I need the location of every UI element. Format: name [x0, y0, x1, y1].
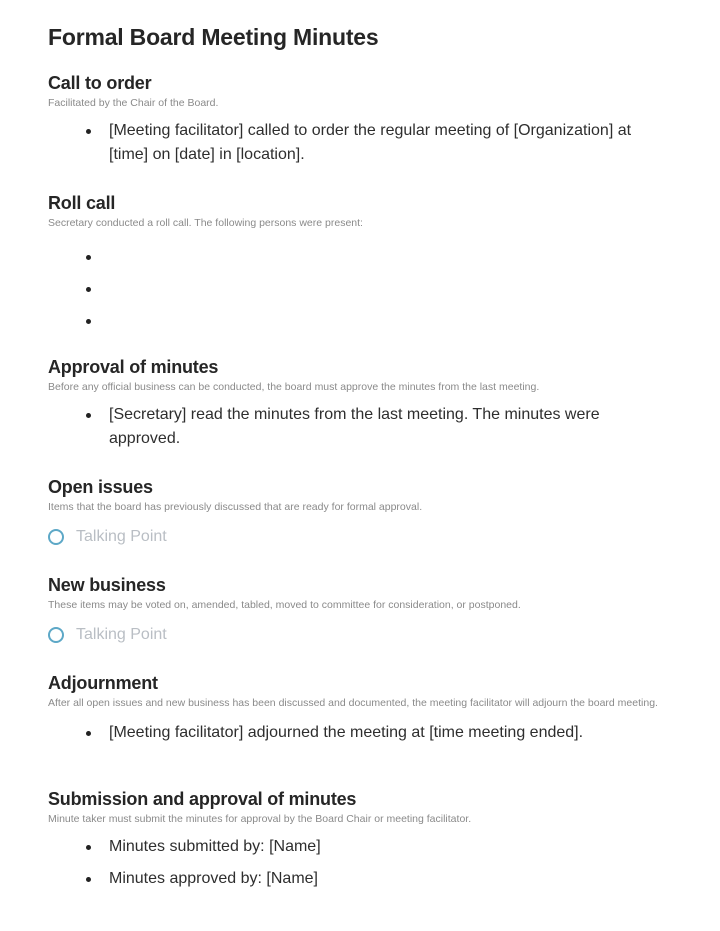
section-description: Items that the board has previously discussed that are ready for formal approval.	[48, 501, 423, 513]
list-item-text: [Meeting facilitator] called to order the regular meeting of [Organization] at [time] on [date] in [location].	[109, 122, 632, 163]
bullet-list	[48, 119, 698, 167]
section-heading: Open issues	[48, 477, 153, 497]
section-heading: Adjournment	[48, 673, 158, 693]
section-approval-of-minutes	[48, 356, 698, 451]
circle-checkbox-icon[interactable]	[48, 529, 64, 545]
section-roll-call	[48, 192, 698, 341]
talking-point-label[interactable]: Talking Point	[76, 626, 167, 643]
section-new-business	[48, 574, 698, 647]
bullet-icon	[86, 413, 91, 418]
document-title: Formal Board Meeting Minutes	[48, 24, 379, 50]
list-item[interactable]	[48, 403, 698, 451]
bullet-icon	[86, 255, 91, 260]
bullet-list	[48, 835, 698, 891]
section-heading: Call to order	[48, 73, 152, 93]
list-item[interactable]	[48, 119, 698, 167]
section-description: These items may be voted on, amended, tabled, moved to committee for consideration, or postponed.	[48, 599, 521, 611]
talking-point[interactable]	[48, 525, 698, 549]
bullet-icon	[86, 319, 91, 324]
section-adjournment	[48, 672, 698, 745]
list-item-text: [Meeting facilitator] adjourned the meeting at [time meeting ended].	[109, 724, 584, 741]
attendee-list	[48, 245, 698, 341]
bullet-icon	[86, 845, 91, 850]
attendee-item[interactable]	[48, 277, 698, 309]
section-heading: New business	[48, 575, 166, 595]
talking-point-label[interactable]: Talking Point	[76, 528, 167, 545]
section-description: Minute taker must submit the minutes for approval by the Board Chair or meeting facilitator.	[48, 813, 472, 825]
bullet-list	[48, 721, 698, 745]
bullet-icon	[86, 129, 91, 134]
bullet-icon	[86, 287, 91, 292]
attendee-item[interactable]	[48, 309, 698, 341]
document	[48, 22, 698, 887]
bullet-icon	[86, 731, 91, 736]
bullet-list	[48, 403, 698, 451]
list-item[interactable]	[48, 835, 698, 859]
section-heading: Roll call	[48, 193, 116, 213]
list-item-text: Minutes approved by: [Name]	[109, 870, 318, 887]
section-heading: Approval of minutes	[48, 357, 219, 377]
list-item[interactable]	[48, 721, 698, 745]
section-description: Secretary conducted a roll call. The following persons were present:	[48, 217, 363, 229]
section-description: Facilitated by the Chair of the Board.	[48, 97, 219, 109]
section-heading: Submission and approval of minutes	[48, 789, 357, 809]
bullet-icon	[86, 877, 91, 882]
section-description: After all open issues and new business has been discussed and documented, the meeting facilitator will adjourn the board meeting.	[48, 697, 658, 709]
list-item-text: [Secretary] read the minutes from the last meeting. The minutes were approved.	[109, 406, 600, 447]
list-item-text: Minutes submitted by: [Name]	[109, 838, 321, 855]
circle-checkbox-icon[interactable]	[48, 627, 64, 643]
list-item[interactable]	[48, 867, 698, 891]
section-submission-and-approval	[48, 788, 698, 891]
section-open-issues	[48, 476, 698, 549]
section-call-to-order	[48, 72, 698, 167]
attendee-item[interactable]	[48, 245, 698, 277]
talking-point[interactable]	[48, 623, 698, 647]
section-description: Before any official business can be conducted, the board must approve the minutes from the last meeting.	[48, 381, 540, 393]
